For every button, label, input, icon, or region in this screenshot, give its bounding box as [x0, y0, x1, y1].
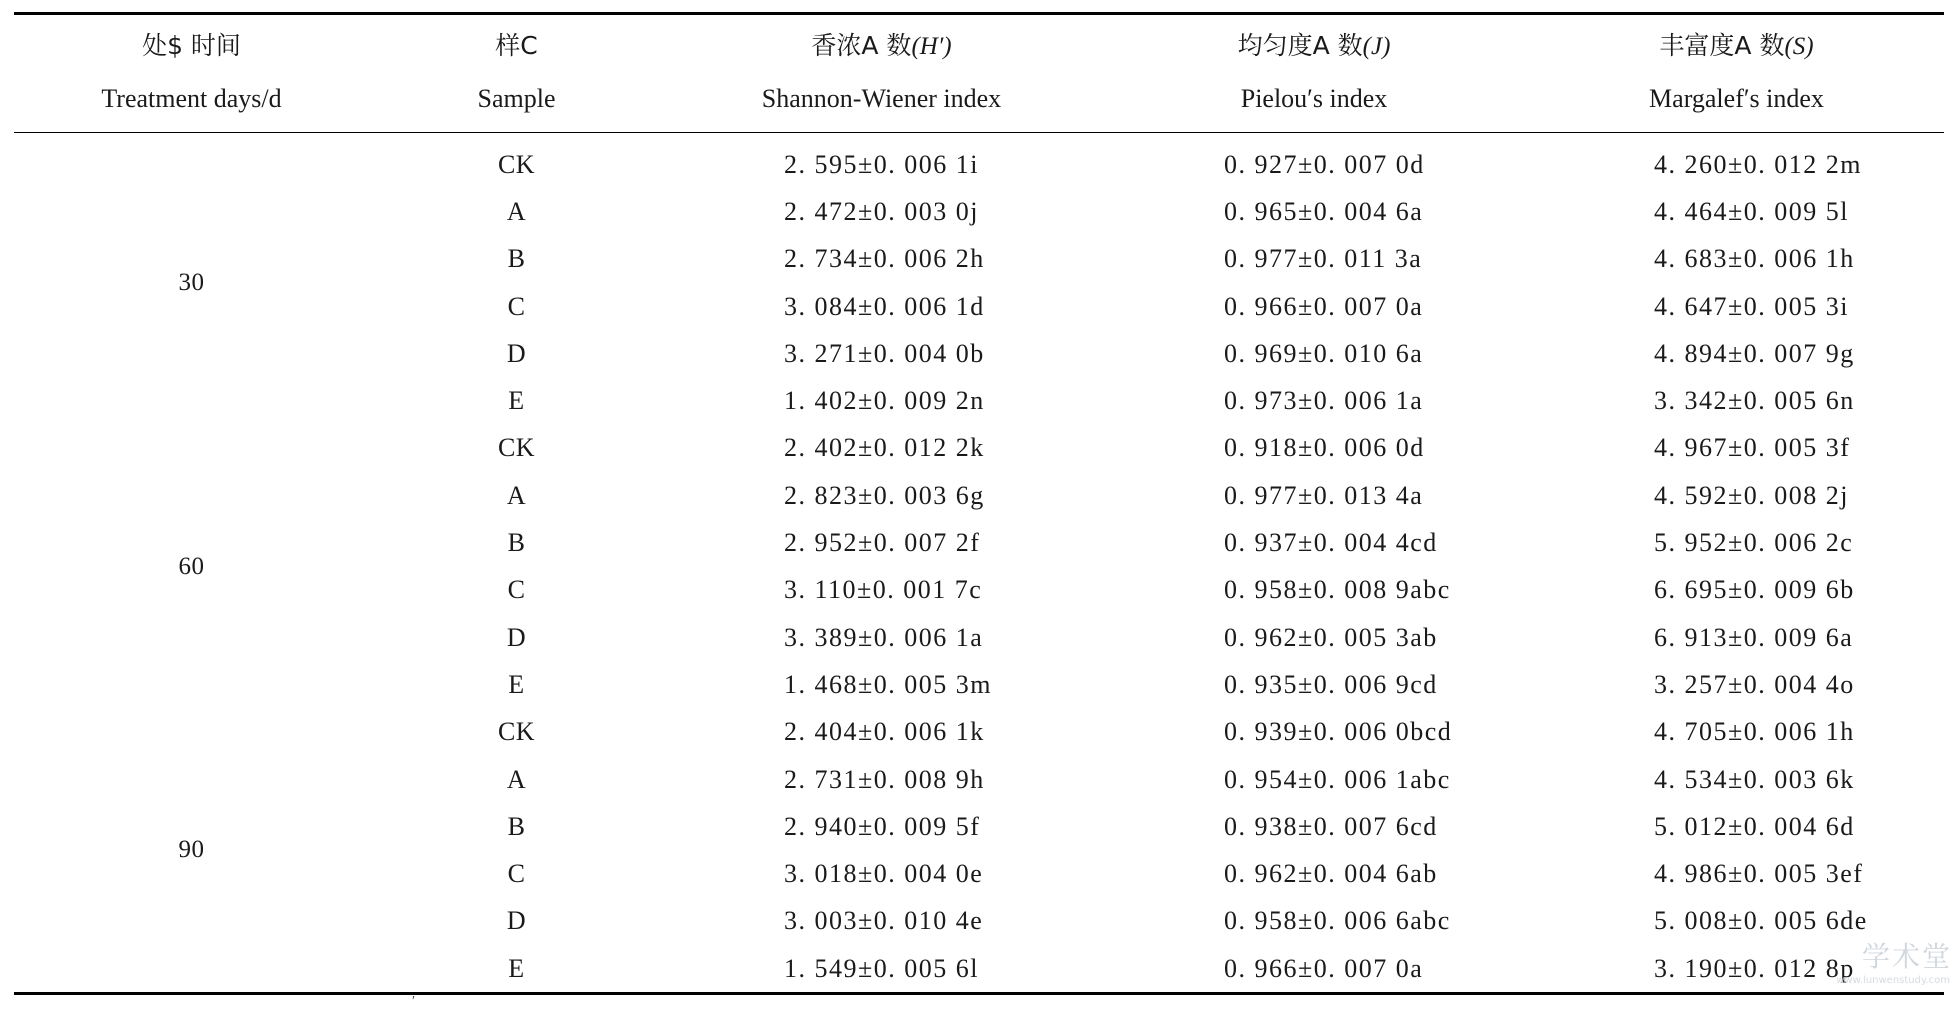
header-en-label: Margalef′s index	[1649, 84, 1824, 113]
header-symbol: (S)	[1784, 33, 1814, 60]
watermark-logo: 学术堂	[1861, 940, 1952, 973]
cell-pielou: 0. 954±0. 006 1abc	[1224, 764, 1451, 794]
cell-shannon-wiener: 3. 389±0. 006 1a	[784, 622, 984, 652]
cell-pielou: 0. 927±0. 007 0d	[1224, 149, 1425, 179]
cell-sample: C	[507, 859, 526, 889]
cell-shannon-wiener: 2. 823±0. 003 6g	[784, 480, 985, 510]
header-sample	[369, 14, 664, 133]
cell-shannon-wiener: 3. 018±0. 004 0e	[784, 859, 984, 889]
cell-pielou: 0. 935±0. 006 9cd	[1224, 669, 1438, 699]
cell-sample: A	[506, 480, 527, 510]
cell-margalef: 5. 008±0. 005 6de	[1654, 906, 1868, 936]
cell-pielou: 0. 973±0. 006 1a	[1224, 386, 1424, 416]
data-table	[14, 12, 1944, 995]
cell-margalef: 4. 647±0. 005 3i	[1654, 291, 1849, 321]
cell-sample: D	[506, 622, 527, 652]
cell-margalef: 4. 986±0. 005 3ef	[1654, 859, 1864, 889]
cell-pielou: 0. 969±0. 010 6a	[1224, 338, 1424, 368]
header-pielou	[1099, 14, 1529, 133]
header-row	[14, 14, 1944, 133]
cell-sample: B	[507, 528, 526, 558]
cell-shannon-wiener: 3. 003±0. 010 4e	[784, 906, 984, 936]
cell-shannon-wiener: 3. 084±0. 006 1d	[784, 291, 985, 321]
cell-margalef: 4. 592±0. 008 2j	[1654, 480, 1849, 510]
cell-margalef: 4. 464±0. 009 5l	[1654, 196, 1849, 226]
cell-shannon-wiener: 1. 549±0. 005 6l	[664, 945, 1099, 994]
cell-pielou: 0. 938±0. 007 6cd	[1224, 811, 1438, 841]
cell-sample: CK	[497, 717, 536, 747]
cell-sample: CK	[497, 149, 536, 179]
header-symbol: (H′)	[911, 33, 952, 60]
header-treatment-days	[14, 14, 369, 133]
cell-pielou: 0. 958±0. 006 6abc	[1224, 906, 1451, 936]
cell-margalef: 3. 190±0. 012 8p	[1529, 945, 1944, 994]
header-zh-label: 样C	[495, 31, 538, 60]
cell-sample: E	[508, 669, 525, 699]
header-zh-label: 均匀度A 数(J)	[1237, 31, 1391, 60]
cell-margalef: 5. 952±0. 006 2c	[1654, 528, 1854, 558]
cell-sample: C	[507, 575, 526, 605]
cell-pielou: 0. 918±0. 006 0d	[1224, 433, 1425, 463]
header-zh-label: 香浓A 数(H′)	[811, 31, 952, 60]
cell-margalef: 6. 913±0. 009 6a	[1654, 622, 1854, 652]
cell-sample: C	[507, 291, 526, 321]
cell-margalef: 4. 260±0. 012 2m	[1654, 149, 1862, 179]
cell-treatment-days: 60	[178, 552, 205, 580]
cell-sample: D	[506, 338, 527, 368]
cell-sample: E	[369, 945, 664, 994]
cell-margalef: 3. 342±0. 005 6n	[1654, 386, 1855, 416]
table-row	[14, 709, 1944, 756]
cell-pielou: 0. 965±0. 004 6a	[1224, 196, 1424, 226]
header-en-label: Pielou′s index	[1240, 84, 1388, 113]
table-body	[14, 133, 1944, 994]
cell-pielou: 0. 966±0. 007 0a	[1224, 291, 1424, 321]
header-en-label: Shannon-Wiener index	[761, 84, 1002, 113]
table-row	[14, 425, 1944, 472]
cell-sample: E	[508, 386, 525, 416]
cell-shannon-wiener: 3. 271±0. 004 0b	[784, 338, 985, 368]
header-zh-label: 丰富度A 数(S)	[1659, 31, 1814, 60]
cell-treatment-days: 90	[14, 709, 369, 994]
cell-margalef: 4. 683±0. 006 1h	[1654, 244, 1855, 274]
cell-shannon-wiener: 2. 731±0. 008 9h	[784, 764, 985, 794]
table-row	[14, 133, 1944, 189]
table-header	[14, 14, 1944, 133]
cell-shannon-wiener: 2. 952±0. 007 2f	[784, 528, 981, 558]
header-margalef	[1529, 14, 1944, 133]
cell-pielou: 0. 937±0. 004 4cd	[1224, 528, 1438, 558]
cell-sample: CK	[497, 433, 536, 463]
cell-margalef: 5. 012±0. 004 6d	[1654, 811, 1855, 841]
cell-sample: D	[506, 906, 527, 936]
cell-sample: A	[506, 196, 527, 226]
header-shannon-wiener	[664, 14, 1099, 133]
cell-shannon-wiener: 3. 110±0. 001 7c	[784, 575, 983, 605]
cell-shannon-wiener: 1. 468±0. 005 3m	[784, 669, 992, 699]
cell-margalef: 6. 695±0. 009 6b	[1654, 575, 1855, 605]
cell-shannon-wiener: 1. 402±0. 009 2n	[784, 386, 985, 416]
cell-treatment-days: 30	[178, 268, 205, 296]
cell-shannon-wiener: 2. 595±0. 006 1i	[784, 149, 979, 179]
stray-mark: ′	[412, 994, 416, 1009]
header-en-label: Sample	[477, 84, 556, 113]
cell-sample: B	[507, 811, 526, 841]
cell-sample: B	[507, 244, 526, 274]
cell-pielou: 0. 977±0. 011 3a	[1224, 244, 1423, 274]
cell-margalef: 4. 705±0. 006 1h	[1654, 717, 1855, 747]
cell-margalef: 4. 894±0. 007 9g	[1654, 338, 1855, 368]
cell-margalef: 3. 257±0. 004 4o	[1654, 669, 1855, 699]
cell-shannon-wiener: 2. 940±0. 009 5f	[784, 811, 981, 841]
cell-margalef: 4. 534±0. 003 6k	[1654, 764, 1855, 794]
cell-shannon-wiener: 2. 404±0. 006 1k	[784, 717, 985, 747]
cell-pielou: 0. 966±0. 007 0a	[1099, 945, 1529, 994]
header-zh-label: 处$ 时间	[142, 31, 241, 60]
header-symbol: (J)	[1362, 33, 1391, 60]
cell-shannon-wiener: 2. 472±0. 003 0j	[784, 196, 979, 226]
cell-shannon-wiener: 2. 734±0. 006 2h	[784, 244, 985, 274]
cell-margalef: 4. 967±0. 005 3f	[1654, 433, 1851, 463]
cell-pielou: 0. 958±0. 008 9abc	[1224, 575, 1451, 605]
header-en-label: Treatment days/d	[101, 84, 282, 113]
cell-pielou: 0. 962±0. 004 6ab	[1224, 859, 1438, 889]
watermark-url: www.lunwenstudy.com	[1836, 975, 1950, 986]
cell-pielou: 0. 962±0. 005 3ab	[1224, 622, 1438, 652]
cell-pielou: 0. 977±0. 013 4a	[1224, 480, 1424, 510]
table-container	[14, 12, 1944, 995]
cell-sample: A	[506, 764, 527, 794]
cell-shannon-wiener: 2. 402±0. 012 2k	[784, 433, 985, 463]
cell-pielou: 0. 939±0. 006 0bcd	[1224, 717, 1453, 747]
